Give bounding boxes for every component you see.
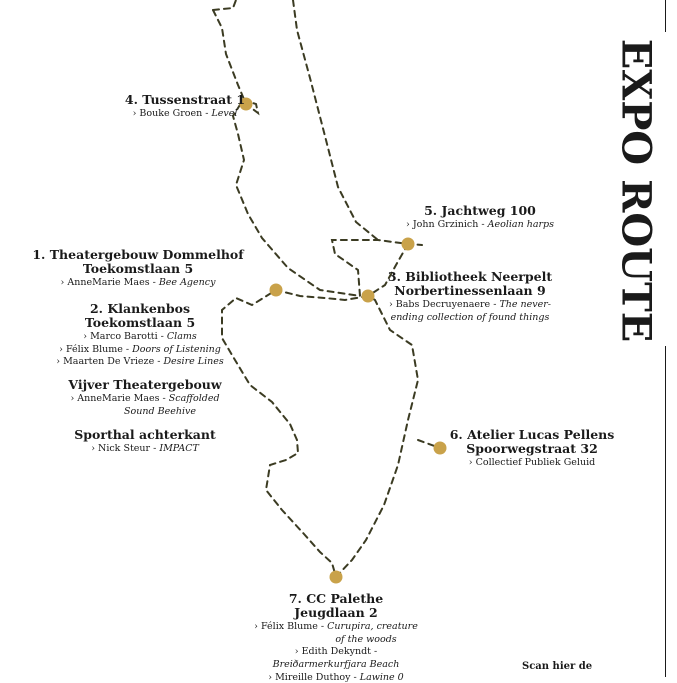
page-title: [610, 30, 662, 350]
stop-title: 1. Theatergebouw Dommelhof: [22, 248, 254, 262]
stop-dot-5: [402, 238, 415, 251]
stop-title: Toekomstlaan 5: [40, 316, 240, 330]
stop-title: 6. Atelier Lucas Pellens: [446, 428, 618, 442]
stop-artist: › Marco Barotti - Clams: [40, 332, 240, 343]
route-line: [213, 0, 236, 10]
stop-artist: › Félix Blume - Doors of Listening: [40, 345, 240, 356]
stop-artist: › John Grzinich - Aeolian harps: [380, 220, 580, 231]
stop-artist: › Edith Dekyndt -: [236, 647, 436, 658]
stop-title: 4. Tussenstraat 1: [110, 93, 260, 107]
divider-top: [665, 0, 666, 32]
stop-label-6: [446, 428, 618, 469]
route-line: [222, 290, 368, 577]
stop-artist-cont: ending collection of found things: [370, 313, 570, 324]
stop-artist: › Babs Decruyenaere - The never-: [370, 300, 570, 311]
stop-label-5: [380, 204, 580, 231]
stop-title: Toekomstlaan 5: [22, 262, 254, 276]
stop-label-sporthal: [50, 428, 240, 455]
stop-label-4: [110, 93, 260, 120]
stop-title: 3. Bibliotheek Neerpelt: [370, 270, 570, 284]
page-title-text: EXPO ROUTE: [613, 38, 660, 342]
stop-artist: › AnneMarie Maes - Scaffolded: [50, 394, 240, 405]
stop-artist: › Bouke Groen - Level: [110, 109, 260, 120]
stop-title: Vijver Theatergebouw: [50, 378, 240, 392]
route-line: [293, 0, 378, 240]
stop-title: Spoorwegstraat 32: [446, 442, 618, 456]
stop-label-2: [40, 302, 240, 368]
stop-artist: › Nick Steur - IMPACT: [50, 444, 240, 455]
stop-label-1: [22, 248, 254, 289]
stop-title: 5. Jachtweg 100: [380, 204, 580, 218]
stop-dot-6: [434, 442, 447, 455]
stop-label-7: [236, 592, 436, 683]
stop-dot-1: [270, 284, 283, 297]
stop-artist-cont: Sound Beehive: [50, 407, 240, 418]
stop-label-3: [370, 270, 570, 323]
scan-qr-text: Scan hier de: [522, 661, 592, 673]
stop-artist: › Maarten De Vrieze - Desire Lines: [40, 357, 240, 368]
stop-artist-cont: Breiðarmerkurfjara Beach: [236, 660, 436, 671]
stop-title: Sporthal achterkant: [50, 428, 240, 442]
stop-title: 2. Klankenbos: [40, 302, 240, 316]
stop-artist: › Félix Blume - Curupira, creature: [236, 622, 436, 633]
stop-artist: › AnneMarie Maes - Bee Agency: [22, 278, 254, 289]
stop-artist: › Collectief Publiek Geluid: [446, 458, 618, 469]
stop-dot-7: [330, 571, 343, 584]
stop-title: Norbertinessenlaan 9: [370, 284, 570, 298]
stop-title: 7. CC Palethe: [236, 592, 436, 606]
stop-label-vijver: [50, 378, 240, 417]
stop-artist-cont: of the woods: [236, 635, 436, 646]
route-line: [336, 296, 418, 577]
stop-title: Jeugdlaan 2: [236, 606, 436, 620]
divider-bottom: [665, 346, 666, 677]
stop-artist: › Mireille Duthoy - Lawine 0: [236, 673, 436, 683]
